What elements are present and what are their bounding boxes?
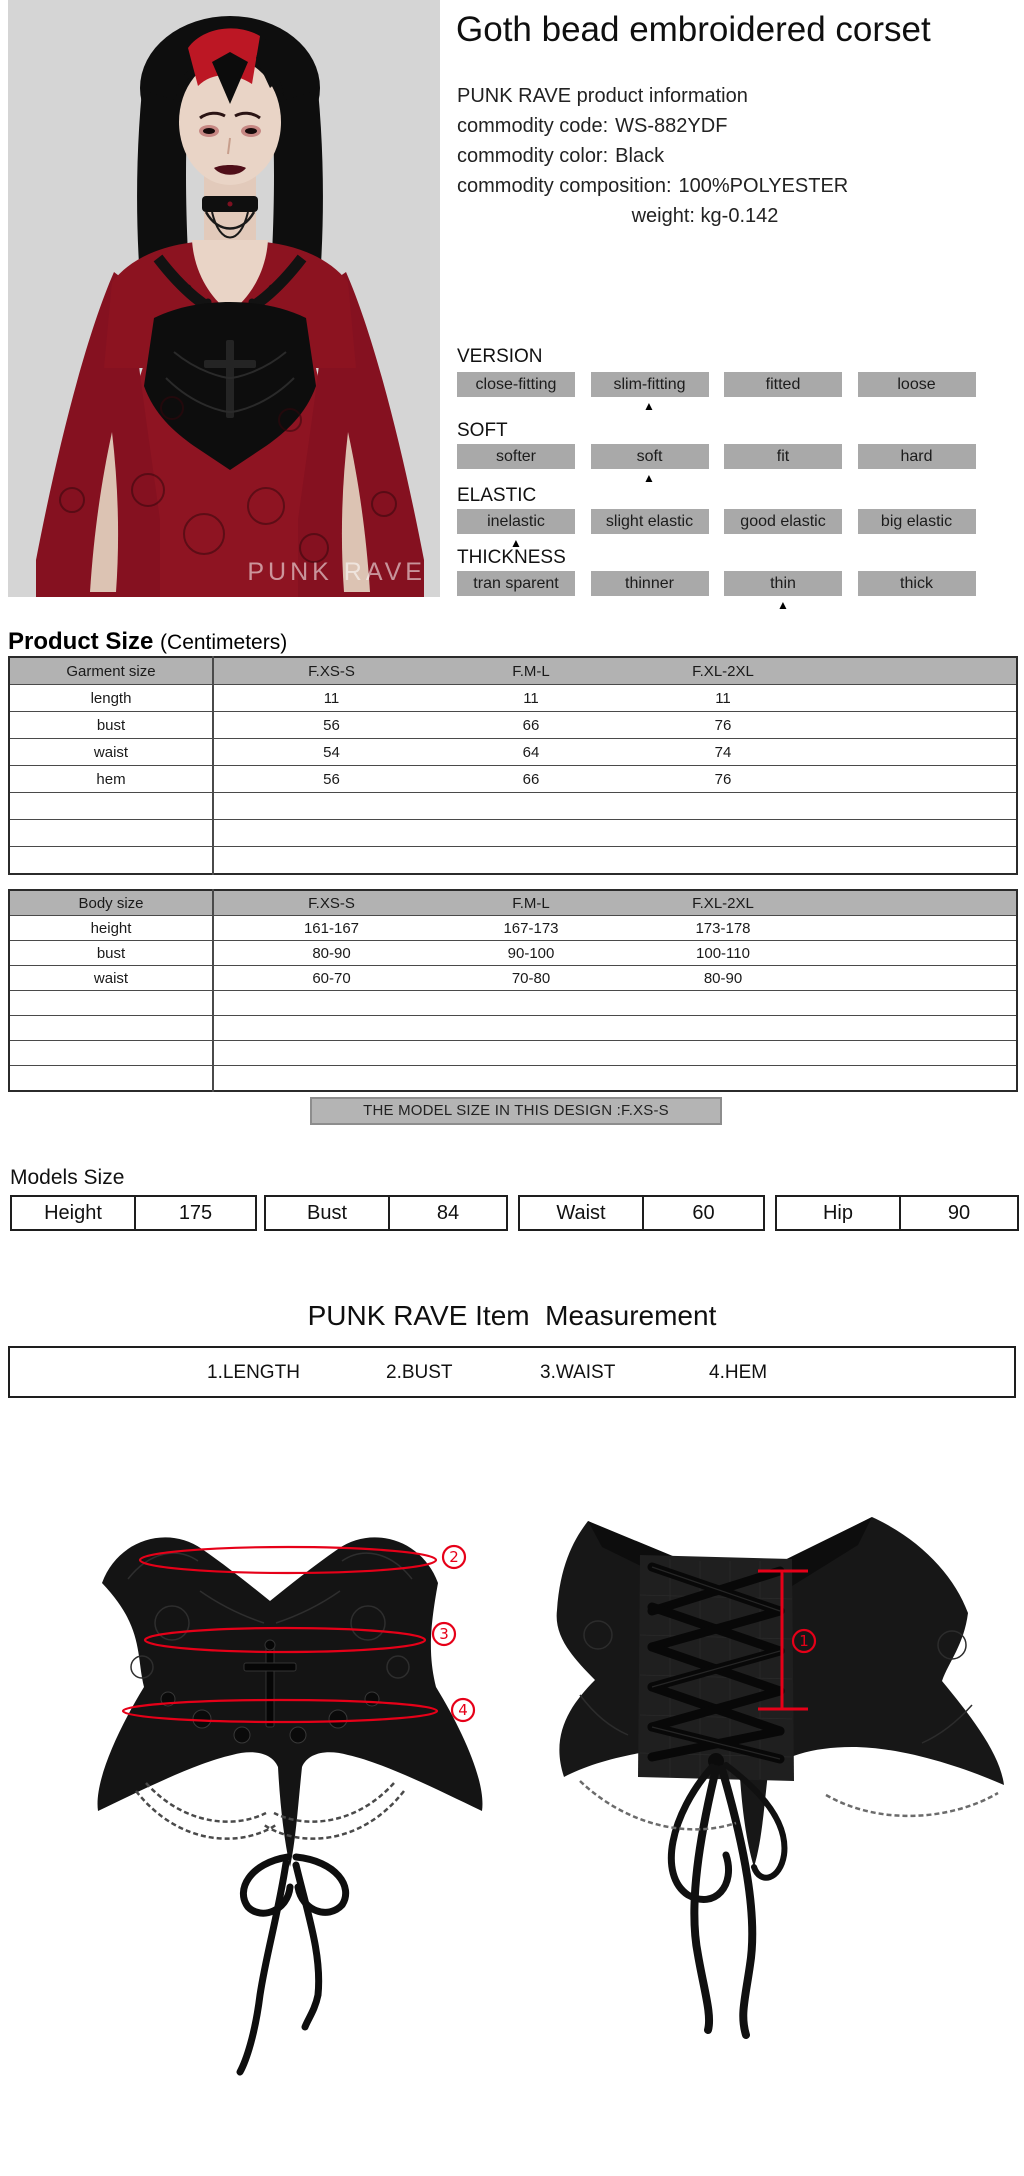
table-cell: 76 (613, 766, 833, 793)
table-row (9, 916, 1017, 941)
table-row (9, 1066, 1017, 1092)
table-cell: 11 (449, 685, 613, 712)
attr-row-elastic (457, 509, 976, 534)
commodity-composition-value: 100%POLYESTER (678, 175, 849, 197)
models-size-value: 90 (947, 1201, 971, 1224)
product-title: Goth bead embroidered corset (456, 10, 931, 49)
annotation-length: 1 (799, 1632, 809, 1650)
table-row (9, 1016, 1017, 1041)
table-cell: 64 (449, 739, 613, 766)
table-cell: 70-80 (449, 966, 613, 991)
model-size-note: THE MODEL SIZE IN THIS DESIGN :F.XS-S (310, 1097, 722, 1125)
table-cell (833, 847, 1017, 875)
attr-label-soft: SOFT (457, 420, 508, 441)
table-row (9, 766, 1017, 793)
models-size-heading: Models Size (10, 1166, 125, 1189)
table-row (9, 685, 1017, 712)
table-cell (833, 739, 1017, 766)
table-cell: 100-110 (613, 941, 833, 966)
table-cell (9, 820, 213, 847)
table-cell: length (9, 685, 213, 712)
commodity-composition-label: commodity composition: (457, 175, 672, 197)
table-row (9, 941, 1017, 966)
model-photo (8, 0, 440, 597)
table-cell (613, 793, 833, 820)
table-row (9, 847, 1017, 875)
table-cell (449, 847, 613, 875)
models-size-label: Waist (520, 1197, 644, 1229)
model-illustration (8, 0, 440, 597)
table-row (9, 991, 1017, 1016)
option-hard: hard (858, 444, 976, 469)
table-row (9, 712, 1017, 739)
annotation-hem: 4 (458, 1701, 468, 1719)
table-cell: height (9, 916, 213, 941)
table-cell (833, 916, 1017, 941)
table-cell: 60-70 (213, 966, 449, 991)
table-cell: F.XS-S (213, 657, 449, 685)
table-cell (213, 820, 449, 847)
option-thinner: thinner (591, 571, 709, 596)
table-cell: Body size (9, 890, 213, 916)
table-cell: 54 (213, 739, 449, 766)
option-thin: thin (724, 571, 842, 596)
models-size-box-height (10, 1195, 257, 1231)
brand-watermark: PUNK RAVE (247, 558, 426, 586)
table-cell: Garment size (9, 657, 213, 685)
table-cell (9, 1041, 213, 1066)
option-soft: soft (591, 444, 709, 469)
table-cell: 11 (613, 685, 833, 712)
table-cell: F.XL-2XL (613, 657, 833, 685)
selected-marker-soft: ▲ (643, 471, 655, 485)
table-row (9, 966, 1017, 991)
table-row (9, 820, 1017, 847)
table-cell: hem (9, 766, 213, 793)
table-cell (213, 1016, 449, 1041)
attr-row-thickness (457, 571, 976, 596)
table-cell (9, 847, 213, 875)
table-cell (833, 890, 1017, 916)
front-ribbons (240, 1857, 346, 2072)
table-cell (833, 657, 1017, 685)
table-cell (449, 1041, 613, 1066)
table-cell (833, 991, 1017, 1016)
table-cell (449, 991, 613, 1016)
table-cell: 66 (449, 766, 613, 793)
product-size-heading (8, 628, 287, 656)
table-cell (833, 766, 1017, 793)
option-tran-sparent: tran sparent (457, 571, 575, 596)
table-row (9, 1041, 1017, 1066)
table-cell (449, 1016, 613, 1041)
table-cell (613, 1016, 833, 1041)
legend-waist: 3.WAIST (540, 1362, 616, 1383)
table-cell: 56 (213, 766, 449, 793)
table-cell (613, 847, 833, 875)
table-cell: bust (9, 712, 213, 739)
table-cell: 80-90 (613, 966, 833, 991)
table-row (9, 657, 1017, 685)
table-cell (833, 1066, 1017, 1092)
commodity-code-value: WS-882YDF (615, 115, 728, 137)
option-close-fitting: close-fitting (457, 372, 575, 397)
brand-line: PUNK RAVE product information (457, 85, 748, 107)
table-cell (613, 991, 833, 1016)
table-cell: 66 (449, 712, 613, 739)
option-slight-elastic: slight elastic (591, 509, 709, 534)
table-cell: 74 (613, 739, 833, 766)
table-cell: waist (9, 966, 213, 991)
models-size-value: 84 (436, 1201, 460, 1224)
option-loose: loose (858, 372, 976, 397)
table-cell (613, 820, 833, 847)
attr-label-version: VERSION (457, 346, 543, 367)
table-row (9, 739, 1017, 766)
models-size-label: Bust (266, 1197, 390, 1229)
table-cell (213, 793, 449, 820)
corset-front-photo (50, 1495, 490, 2175)
measurement-legend-box (8, 1346, 1016, 1398)
option-big-elastic: big elastic (858, 509, 976, 534)
models-size-box-hip (775, 1195, 1019, 1231)
commodity-code-line (457, 115, 727, 138)
table-cell: 80-90 (213, 941, 449, 966)
product-size-heading-unit: (Centimeters) (160, 631, 288, 654)
table-cell (613, 1066, 833, 1092)
annotation-bust: 2 (449, 1548, 459, 1566)
commodity-code-label: commodity code: (457, 115, 609, 137)
table-cell: 90-100 (449, 941, 613, 966)
selected-marker-elastic: ▲ (510, 536, 522, 550)
table-cell (213, 847, 449, 875)
body-size-table (8, 889, 1018, 1092)
table-cell (213, 1066, 449, 1092)
table-cell (613, 1041, 833, 1066)
table-cell: 56 (213, 712, 449, 739)
attr-label-thickness: THICKNESS (457, 547, 566, 568)
table-cell: 173-178 (613, 916, 833, 941)
table-cell (213, 991, 449, 1016)
legend-bust: 2.BUST (386, 1362, 453, 1383)
hanging-chains (136, 1783, 404, 1839)
table-cell (9, 1016, 213, 1041)
table-cell: F.M-L (449, 657, 613, 685)
commodity-composition-line (457, 175, 848, 198)
table-cell (213, 1041, 449, 1066)
table-cell: 11 (213, 685, 449, 712)
attr-label-elastic: ELASTIC (457, 485, 537, 506)
table-cell (833, 820, 1017, 847)
weight-line: weight: kg-0.142 (631, 205, 779, 227)
commodity-color-line (457, 145, 664, 168)
table-cell (833, 685, 1017, 712)
table-cell: 161-167 (213, 916, 449, 941)
models-size-box-bust (264, 1195, 508, 1231)
table-cell (449, 793, 613, 820)
selected-marker-thickness: ▲ (777, 598, 789, 612)
option-inelastic: inelastic (457, 509, 575, 534)
garment-size-table (8, 656, 1018, 875)
table-cell: F.XL-2XL (613, 890, 833, 916)
back-chains (580, 1781, 998, 1829)
table-cell (9, 991, 213, 1016)
table-cell: bust (9, 941, 213, 966)
option-slim-fitting: slim-fitting (591, 372, 709, 397)
table-cell (9, 793, 213, 820)
table-cell (833, 1041, 1017, 1066)
table-cell (833, 941, 1017, 966)
table-cell (9, 1066, 213, 1092)
option-good-elastic: good elastic (724, 509, 842, 534)
table-cell: F.XS-S (213, 890, 449, 916)
models-size-label: Hip (777, 1197, 901, 1229)
table-row (9, 890, 1017, 916)
option-fitted: fitted (724, 372, 842, 397)
legend-hem: 4.HEM (709, 1362, 768, 1383)
attr-row-version (457, 372, 976, 397)
table-cell: waist (9, 739, 213, 766)
table-row (9, 793, 1017, 820)
table-cell (449, 1066, 613, 1092)
commodity-color-label: commodity color: (457, 145, 609, 167)
product-size-heading-text: Product Size (8, 628, 154, 655)
option-fit: fit (724, 444, 842, 469)
table-cell (833, 1016, 1017, 1041)
option-softer: softer (457, 444, 575, 469)
commodity-color-value: Black (615, 145, 665, 167)
measurement-heading: PUNK RAVE Item Measurement (307, 1300, 717, 1331)
table-cell: 167-173 (449, 916, 613, 941)
attr-row-soft (457, 444, 976, 469)
table-cell (833, 966, 1017, 991)
table-cell: 76 (613, 712, 833, 739)
annotation-waist: 3 (439, 1625, 449, 1643)
back-ribbons (671, 1765, 784, 2035)
models-size-label: Height (12, 1197, 136, 1229)
legend-length: 1.LENGTH (207, 1362, 300, 1383)
table-cell: F.M-L (449, 890, 613, 916)
option-thick: thick (858, 571, 976, 596)
models-size-box-waist (518, 1195, 765, 1231)
models-size-value: 60 (692, 1201, 715, 1224)
table-cell (833, 793, 1017, 820)
table-cell (833, 712, 1017, 739)
corset-back-photo (540, 1495, 1010, 2176)
models-size-value: 175 (178, 1201, 213, 1224)
selected-marker-version: ▲ (643, 399, 655, 413)
table-cell (449, 820, 613, 847)
